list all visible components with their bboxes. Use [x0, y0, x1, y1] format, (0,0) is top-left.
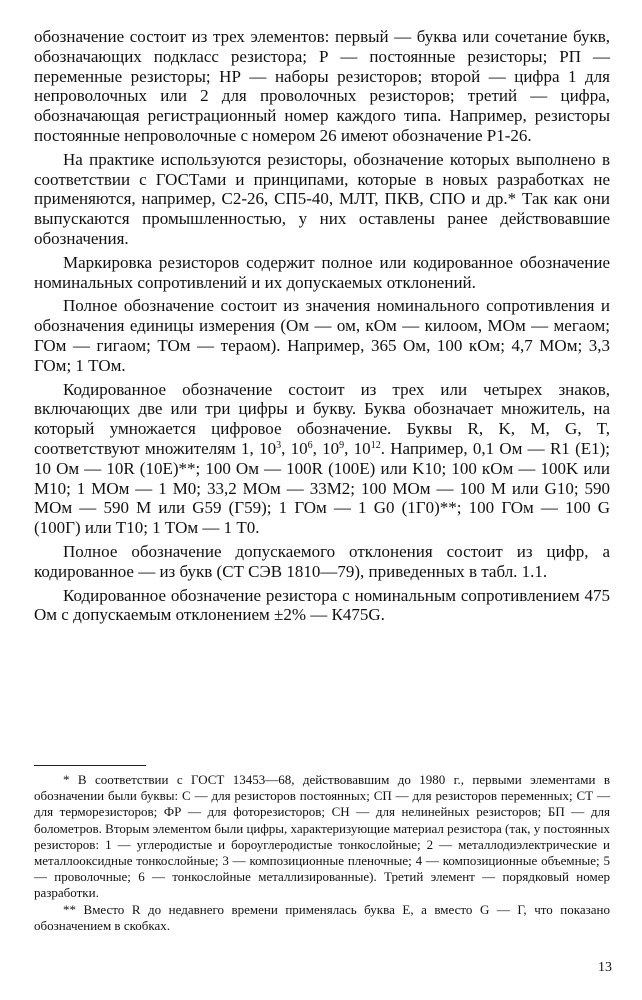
footnote-gost: * В соответствии с ГОСТ 13453—68, действовавшим до 1980 г., первыми элементами в обозначении были буквы: С — для резисторов постоянных; СП — для резисторов переменных; СТ — для терморезисторов; ФР — для фоторезисторов; СН — для нелинейных резисторов; БП — для болометров. Вторым элементом были цифры, характеризующие материал резистора (так, у постоянных резисторов: 1 — углеродистые и бороуглеродистые тонкослойные; 2 — металлодиэлектрические и металлооксидные тонкослойные; 3 — композиционные пленочные; 4 — композиционные объемные; 5 — проволочные; 6 — тонкослойные металлизированные). Третий элемент — порядковый номер разработки.	[34, 772, 610, 901]
paragraph-coded-designation: Кодированное обозначение состоит из трех или четырех знаков, включающих две или три цифры и букву. Буква обозначает множитель, на который умножается цифровое обозначение. Буквы R, K, M, G, T, соответствуют множителям 1, $10^3$, $10^6$, $10^9$, $10^{12}$. Например, 0,1 Ом — R1 (E1); 10 Ом — 10R (10E)**; 100 Ом — 100R (100E) или K10; 100 кОм — 100K или M10; 1 МОм — 1 M0; 33,2 МОм — 33M2; 100 МОм — 100 M или G10; 590 МОм — 590 M или G59 (Г59); 1 ГОм — 1 G0 (1Г0)**; 100 ГОм — 100 G (100Г) или T10; 1 ТОм — 1 T0.	[34, 379, 611, 538]
footnotes	[34, 772, 610, 934]
paragraph-marking: Маркировка резисторов содержит полное или кодированное обозначение номинальных сопротивлений и их допускаемых отклонений.	[34, 252, 610, 292]
paragraph-tolerance: Полное обозначение допускаемого отклонения состоит из цифр, а кодированное — из букв (СТ СЭВ 1810—79), приведенных в табл. 1.1.	[34, 541, 610, 581]
paragraph-designation-elements: обозначение состоит из трех элементов: первый — буква или сочетание букв, обозначающих подкласс резистора; Р — постоянные резисторы; РП — переменные резисторы; НР — наборы резисторов; второй — цифра 1 для непроволочных или 2 для проволочных резисторов; третий — цифра, обозначающая регистрационный номер каждого типа. Например, резисторы постоянные непроволочные с номером 26 имеют обозначение Р1-26.	[34, 27, 610, 145]
paragraph-example: Кодированное обозначение резистора с номинальным сопротивлением 475 Ом с допускаемым отклонением ±2% — К475G.	[34, 585, 610, 625]
paragraph-full-designation: Полное обозначение состоит из значения номинального сопротивления и обозначения единицы измерения (Ом — ом, кОм — килоом, МОм — мегаом; ГОм — гигаом; ТОм — тераом). Например, 365 Ом, 100 кОм; 4,7 МОм; 3,3 ГОм; 1 ТОм.	[34, 296, 610, 375]
page-number: 13	[598, 960, 612, 975]
footnote-letters: ** Вместо R до недавнего времени применялась буква Е, а вместо G — Г, что показано обозначением в скобках.	[34, 901, 610, 933]
paragraph-gost-practice: На практике используются резисторы, обозначение которых выполнено в соответствии с ГОСТами и принципами, которые в новых разработках не применяются, например, С2-26, СП5-40, МЛТ, ПКВ, СПО и др.* Так как они выпускаются промышленностью, у них оставлены ранее действовавшие обозначения.	[34, 149, 610, 248]
main-text	[34, 27, 610, 625]
footnote-divider	[34, 765, 146, 766]
